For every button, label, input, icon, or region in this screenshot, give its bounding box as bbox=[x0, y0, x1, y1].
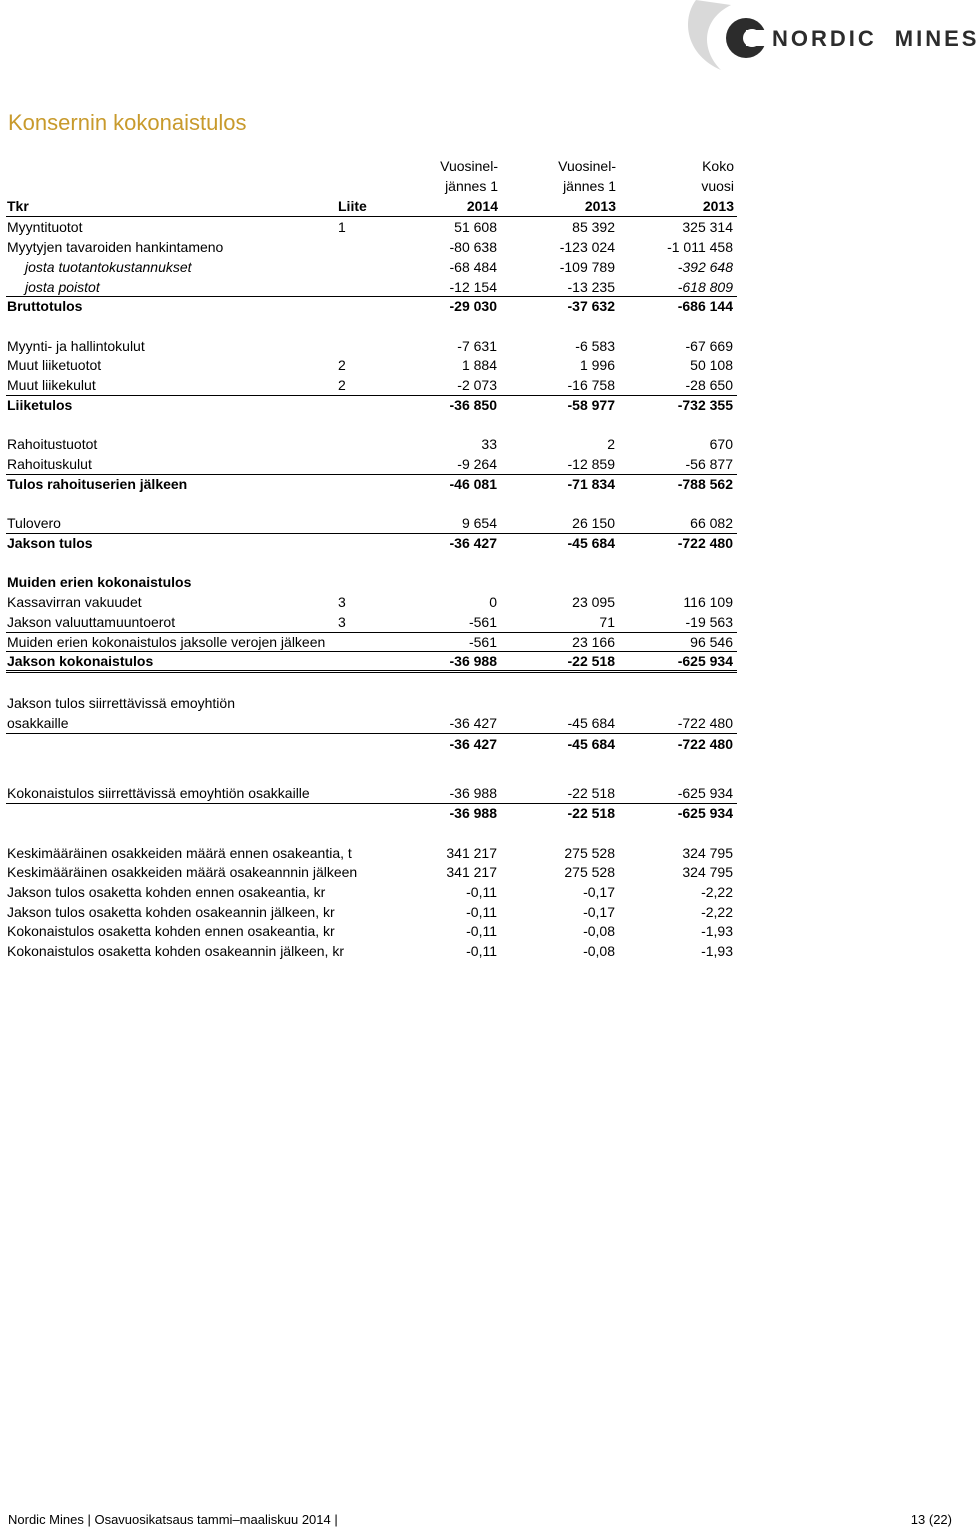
row-value-2013-q1: -45 684 bbox=[567, 736, 615, 752]
row-label: Keskimääräinen osakkeiden määrä osakeannnin jälkeen bbox=[7, 864, 358, 880]
table-row bbox=[0, 533, 740, 553]
row-value-2014-q1: -46 081 bbox=[449, 476, 497, 492]
row-value-2013-q1: -58 977 bbox=[567, 397, 615, 413]
row-label: Tulovero bbox=[7, 515, 61, 531]
table-row bbox=[0, 783, 740, 803]
row-value-2013-q1: -0,08 bbox=[583, 943, 615, 959]
table-row bbox=[0, 572, 740, 592]
row-value-2013-fy: -625 934 bbox=[677, 805, 733, 821]
row-value-2013-fy: -1 011 458 bbox=[667, 239, 733, 255]
table-row bbox=[0, 632, 740, 652]
row-label: osakkaille bbox=[7, 715, 69, 731]
row-value-2013-fy: 116 109 bbox=[683, 594, 733, 610]
row-label: josta tuotantokustannukset bbox=[25, 259, 192, 275]
row-label: Myynti- ja hallintokulut bbox=[7, 338, 145, 354]
row-value-2014-q1: 1 884 bbox=[461, 357, 497, 373]
row-value-2013-q1: -22 518 bbox=[567, 785, 615, 801]
row-label: Kokonaistulos siirrettävissä emoyhtiön osakkaille bbox=[7, 785, 310, 801]
header-c2: Vuosinel- jännes 1 2013 bbox=[558, 158, 616, 214]
table-row bbox=[0, 612, 740, 632]
row-value-2013-q1: -109 789 bbox=[559, 259, 615, 275]
row-value-2013-q1: -22 518 bbox=[567, 653, 615, 669]
row-value-2013-fy: 324 795 bbox=[682, 864, 733, 880]
row-value-2013-q1: -12 859 bbox=[567, 456, 615, 472]
row-label: Kokonaistulos osaketta kohden osakeannin jälkeen, kr bbox=[7, 943, 344, 959]
row-value-2013-fy: -67 669 bbox=[685, 338, 733, 354]
row-value-2014-q1: -68 484 bbox=[449, 259, 497, 275]
header-row: Tkr Liite bbox=[7, 198, 367, 214]
row-value-2014-q1: -36 427 bbox=[449, 715, 497, 731]
row-value-2013-fy: -392 648 bbox=[677, 259, 733, 275]
row-value-2013-q1: 1 996 bbox=[579, 357, 615, 373]
row-value-2013-fy: 670 bbox=[709, 436, 733, 452]
row-value-2013-q1: -0,17 bbox=[583, 884, 615, 900]
header-c1: Vuosinel- jännes 1 2014 bbox=[440, 158, 498, 214]
row-value-2013-q1: 275 528 bbox=[564, 864, 615, 880]
row-label: Muut liiketuotot bbox=[7, 357, 102, 373]
row-value-2014-q1: -0,11 bbox=[466, 943, 497, 959]
row-label: Jakson tulos osaketta kohden osakeannin jälkeen, kr bbox=[7, 904, 335, 920]
footer-text: Nordic Mines | Osavuosikatsaus tammi–maaliskuu 2014 | bbox=[8, 1512, 338, 1527]
row-value-2014-q1: -2 073 bbox=[457, 377, 497, 393]
row-value-2014-q1: -36 988 bbox=[449, 653, 497, 669]
row-value-2013-fy: -625 934 bbox=[677, 785, 733, 801]
row-value-2013-q1: -16 758 bbox=[567, 377, 615, 393]
row-value-2013-q1: -22 518 bbox=[567, 805, 615, 821]
row-label: Rahoituskulut bbox=[7, 456, 92, 472]
row-liite: 2 bbox=[338, 377, 346, 393]
row-value-2014-q1: -561 bbox=[468, 614, 497, 630]
row-label: Jakson tulos bbox=[7, 535, 93, 551]
row-label: Jakson tulos siirrettävissä emoyhtiön bbox=[7, 695, 235, 711]
row-label: Keskimääräinen osakkeiden määrä ennen osakeantia, t bbox=[7, 845, 352, 861]
row-value-2014-q1: -12 154 bbox=[449, 279, 497, 295]
row-value-2013-fy: 66 082 bbox=[690, 515, 733, 531]
row-value-2013-fy: 50 108 bbox=[690, 357, 733, 373]
table-row bbox=[0, 713, 740, 733]
row-value-2013-fy: -28 650 bbox=[685, 377, 733, 393]
row-value-2013-fy: -1,93 bbox=[701, 943, 733, 959]
row-label: Jakson valuuttamuuntoerot bbox=[7, 614, 176, 630]
row-label: Bruttotulos bbox=[7, 298, 83, 314]
row-value-2013-fy: 324 795 bbox=[682, 845, 733, 861]
row-value-2014-q1: -9 264 bbox=[457, 456, 497, 472]
row-value-2014-q1: -36 427 bbox=[449, 736, 497, 752]
table-row bbox=[0, 734, 740, 754]
page-number: 13 (22) bbox=[910, 1512, 952, 1527]
table-row bbox=[0, 355, 740, 375]
row-value-2013-fy: 325 314 bbox=[682, 219, 733, 235]
row-value-2014-q1: -36 427 bbox=[449, 535, 497, 551]
row-liite: 2 bbox=[338, 357, 346, 373]
row-label: Muiden erien kokonaistulos bbox=[7, 574, 192, 590]
company-logo bbox=[676, 0, 979, 78]
row-value-2014-q1: -29 030 bbox=[449, 298, 497, 314]
row-label: Muut liikekulut bbox=[7, 377, 96, 393]
header-c3: Koko vuosi 2013 bbox=[701, 158, 734, 214]
table-row bbox=[0, 257, 740, 277]
table-row bbox=[0, 882, 740, 902]
row-label: Kokonaistulos osaketta kohden ennen osakeantia, kr bbox=[7, 923, 335, 939]
row-value-2013-q1: 85 392 bbox=[572, 219, 615, 235]
row-label: Myytyjen tavaroiden hankintameno bbox=[7, 239, 224, 255]
row-label: Liiketulos bbox=[7, 397, 73, 413]
row-value-2013-q1: -0,08 bbox=[583, 923, 615, 939]
row-value-2013-fy: -686 144 bbox=[677, 298, 733, 314]
row-value-2014-q1: 9 654 bbox=[461, 515, 497, 531]
row-value-2013-fy: -19 563 bbox=[685, 614, 733, 630]
row-label: Myyntituotot bbox=[7, 219, 83, 235]
table-row bbox=[0, 921, 740, 941]
row-value-2014-q1: 341 217 bbox=[446, 845, 497, 861]
table-row bbox=[0, 592, 740, 612]
row-label: Rahoitustuotot bbox=[7, 436, 98, 452]
row-value-2013-fy: -1,93 bbox=[701, 923, 733, 939]
table-row bbox=[0, 454, 740, 474]
row-value-2013-q1: -0,17 bbox=[583, 904, 615, 920]
row-value-2013-q1: -37 632 bbox=[567, 298, 615, 314]
row-value-2014-q1: -561 bbox=[468, 634, 497, 650]
row-label: Jakson kokonaistulos bbox=[7, 653, 154, 669]
row-value-2014-q1: 341 217 bbox=[446, 864, 497, 880]
row-value-2013-q1: -6 583 bbox=[575, 338, 615, 354]
row-value-2013-fy: -722 480 bbox=[677, 736, 733, 752]
row-value-2013-q1: -123 024 bbox=[559, 239, 615, 255]
row-value-2014-q1: 0 bbox=[489, 594, 497, 610]
row-value-2013-fy: -732 355 bbox=[677, 397, 733, 413]
row-value-2013-q1: -45 684 bbox=[567, 535, 615, 551]
row-liite: 1 bbox=[338, 219, 346, 235]
row-value-2014-q1: -36 988 bbox=[449, 785, 497, 801]
row-label: Jakson tulos osaketta kohden ennen osakeantia, kr bbox=[7, 884, 326, 900]
row-value-2013-fy: -618 809 bbox=[677, 279, 733, 295]
table-row bbox=[0, 434, 740, 454]
table-row bbox=[0, 237, 740, 257]
table-row bbox=[0, 395, 740, 415]
row-value-2014-q1: -0,11 bbox=[466, 884, 497, 900]
table-row bbox=[0, 277, 740, 297]
table-row bbox=[0, 803, 740, 823]
table-row bbox=[0, 902, 740, 922]
row-value-2013-q1: 23 095 bbox=[572, 594, 615, 610]
row-value-2013-fy: -56 877 bbox=[685, 456, 733, 472]
row-value-2014-q1: 33 bbox=[481, 436, 497, 452]
row-value-2013-fy: -2,22 bbox=[701, 904, 733, 920]
row-value-2014-q1: -7 631 bbox=[457, 338, 497, 354]
row-value-2013-fy: -788 562 bbox=[677, 476, 733, 492]
page-title: Konsernin kokonaistulos bbox=[8, 110, 247, 135]
row-value-2013-q1: -45 684 bbox=[567, 715, 615, 731]
logo-wordmark: NORDIC MINES bbox=[772, 26, 979, 51]
row-label: josta poistot bbox=[25, 279, 100, 295]
table-row bbox=[0, 296, 740, 316]
table-row bbox=[0, 843, 740, 863]
row-double-rule bbox=[6, 670, 737, 673]
row-value-2013-q1: -13 235 bbox=[567, 279, 615, 295]
row-value-2013-q1: 23 166 bbox=[572, 634, 615, 650]
row-value-2014-q1: -0,11 bbox=[466, 904, 497, 920]
table-row bbox=[0, 941, 740, 961]
row-liite: 3 bbox=[338, 614, 346, 630]
row-value-2014-q1: -36 988 bbox=[449, 805, 497, 821]
row-value-2013-q1: 26 150 bbox=[572, 515, 615, 531]
row-liite: 3 bbox=[338, 594, 346, 610]
table-row bbox=[0, 693, 740, 713]
row-value-2013-fy: -722 480 bbox=[677, 535, 733, 551]
row-value-2013-fy: -2,22 bbox=[701, 884, 733, 900]
table-row bbox=[0, 651, 740, 671]
row-value-2013-q1: 71 bbox=[599, 614, 615, 630]
table-row bbox=[0, 336, 740, 356]
table-row bbox=[0, 375, 740, 395]
row-value-2013-fy: -722 480 bbox=[677, 715, 733, 731]
row-label: Tulos rahoituserien jälkeen bbox=[7, 476, 188, 492]
table-row bbox=[0, 862, 740, 882]
table-row bbox=[0, 474, 740, 494]
row-value-2013-q1: 2 bbox=[607, 436, 615, 452]
row-value-2013-fy: 96 546 bbox=[690, 634, 733, 650]
row-value-2014-q1: 51 608 bbox=[454, 219, 497, 235]
row-value-2014-q1: -36 850 bbox=[449, 397, 497, 413]
row-value-2013-fy: -625 934 bbox=[677, 653, 733, 669]
row-value-2014-q1: -0,11 bbox=[466, 923, 497, 939]
row-label: Muiden erien kokonaistulos jaksolle verojen jälkeen bbox=[7, 634, 326, 650]
row-value-2013-q1: 275 528 bbox=[564, 845, 615, 861]
table-row bbox=[0, 217, 740, 237]
row-label: Kassavirran vakuudet bbox=[7, 594, 142, 610]
row-value-2014-q1: -80 638 bbox=[449, 239, 497, 255]
table-row bbox=[0, 513, 740, 533]
row-value-2013-q1: -71 834 bbox=[567, 476, 615, 492]
